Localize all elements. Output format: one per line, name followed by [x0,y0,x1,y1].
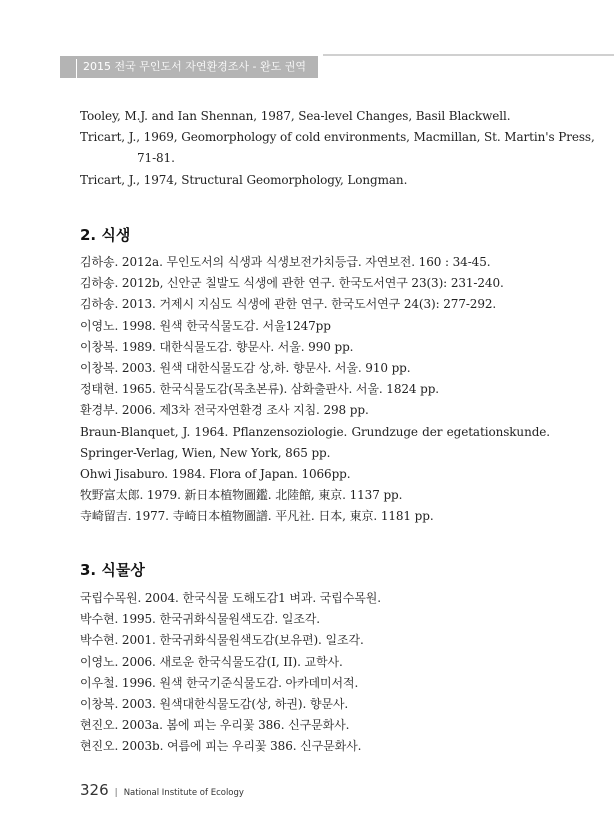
reference: 이창복. 2003. 원색 대한식물도감 상,하. 향문사. 서울. 910 pp. [80,360,411,375]
reference: Ohwi Jisaburo. 1984. Flora of Japan. 1066pp. [80,466,351,481]
reference: 이영노. 1998. 원색 한국식물도감. 서울1247pp [80,318,331,333]
reference: 이창복. 2003. 원색대한식물도감(상, 하권). 향문사. [80,696,349,711]
reference: 김하송. 2013. 거제시 지심도 식생에 관한 연구. 한국도서연구 24(3): 277-292. [80,297,497,312]
reference: 김하송. 2012a. 무인도서의 식생과 식생보전가치등급. 자연보전. 160 : 34-45. [80,255,491,269]
reference: 국립수목원. 2004. 한국식물 도해도감1 벼과. 국립수목원. [80,591,381,605]
reference: 이창복. 1989. 대한식물도감. 향문사. 서울. 990 pp. [80,339,354,354]
references-flora [80,588,550,758]
page-footer [80,780,244,799]
references-vegetation [80,252,550,527]
footer-separator: | [114,788,118,798]
reference: 박수현. 2001. 한국귀화식물원색도감(보유편). 일조각. [80,633,364,648]
section-heading-vegetation: 2. 식생 [80,226,131,244]
institute-name: National Institute of Ecology [123,788,244,798]
reference: Tricart, J., 1974, Structural Geomorphology, Longman. [80,172,408,187]
header-rule [323,54,614,56]
reference: 寺崎留吉. 1977. 寺崎日本植物圖譜. 平凡社. 日本, 東京. 1181 pp. [80,509,434,524]
reference: 박수현. 1995. 한국귀화식물원색도감. 일조각. [80,612,321,627]
running-header-title: 2015 전국 무인도서 자연환경조사 - 완도 권역 [76,59,306,79]
section-heading-flora: 3. 식물상 [80,561,145,579]
reference: 牧野富太郎. 1979. 新日本植物圖鑑. 北陸館, 東京. 1137 pp. [80,488,403,503]
reference: 이우철. 1996. 원색 한국기준식물도감. 아카데미서적. [80,675,359,690]
reference: Braun-Blanquet, J. 1964. Pflanzensoziologie. Grundzuge der egetationskunde. [80,424,550,439]
reference: Tricart, J., 1969, Geomorphology of cold environments, Macmillan, St. Martin's Press, [80,130,595,145]
reference: 이영노. 2006. 새로운 한국식물도감(I, II). 교학사. [80,654,343,669]
page-number: 326 [80,781,109,799]
reference: 환경부. 2006. 제3차 전국자연환경 조사 지침. 298 pp. [80,403,369,418]
reference-continuation: 71-81. [137,151,175,166]
reference: Tooley, M.J. and Ian Shennan, 1987, Sea-level Changes, Basil Blackwell. [80,109,511,123]
reference: 김하송. 2012b, 신안군 칠발도 식생에 관한 연구. 한국도서연구 23(3): 231-240. [80,276,504,291]
reference: 정태현. 1965. 한국식물도감(목초본류). 삼화출판사. 서울. 1824 pp. [80,382,440,397]
references-top [80,106,595,191]
reference: 현진오. 2003a. 봄에 피는 우리꽃 386. 신구문화사. [80,718,350,733]
reference-continuation: Springer-Verlag, Wien, New York, 865 pp. [80,445,331,460]
reference: 현진오. 2003b. 여름에 피는 우리꽃 386. 신구문화사. [80,739,362,754]
